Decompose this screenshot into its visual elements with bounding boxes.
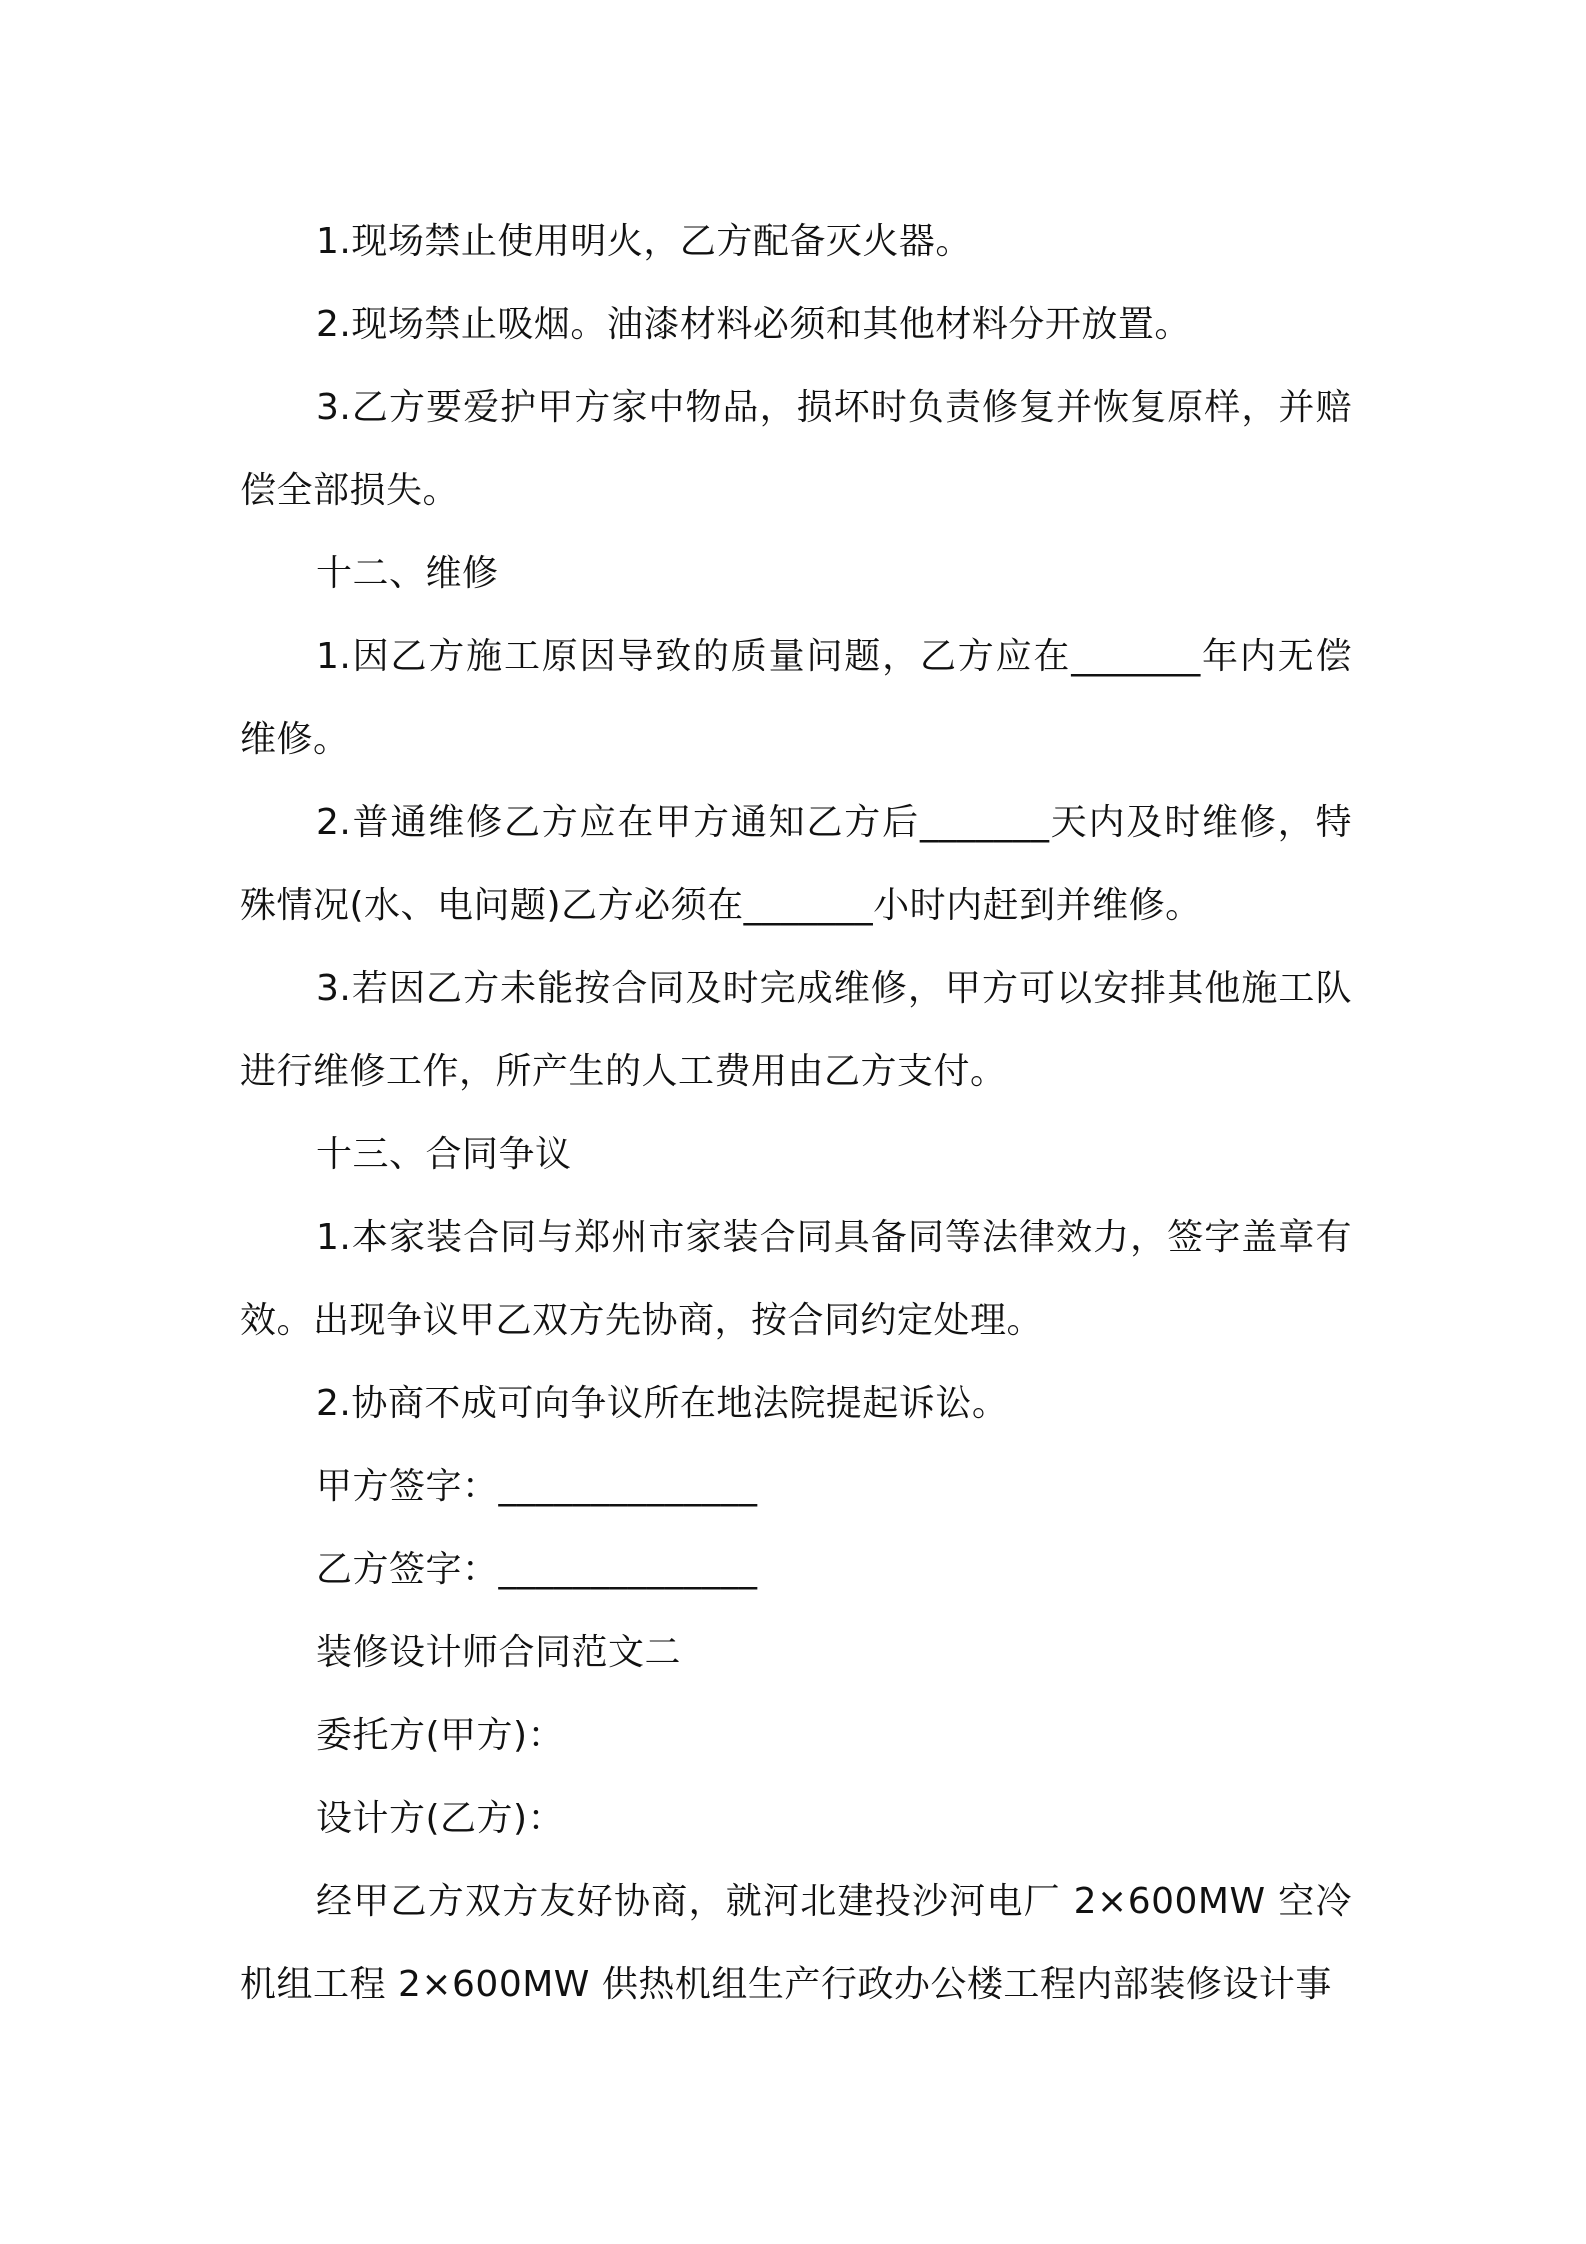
- party-a-signature: 甲方签字：______________: [316, 1466, 758, 1507]
- paragraph-contract-validity: 1.本家装合同与郑州市家装合同具备同等法律效力，签字盖章有效。出现争议甲乙双方先协商，按合同约定处理。: [240, 1217, 1352, 1341]
- section-heading-disputes: 十三、合同争议: [316, 1134, 572, 1175]
- client-party-label: 委托方(甲方)：: [316, 1715, 565, 1756]
- designer-party-label: 设计方(乙方)：: [316, 1798, 565, 1839]
- party-b-signature: 乙方签字：______________: [316, 1549, 758, 1590]
- paragraph-regular-repair: 2.普通维修乙方应在甲方通知乙方后_______天内及时维修，特殊情况(水、电问题)乙方必须在_______小时内赶到并维修。: [240, 802, 1352, 926]
- paragraph-no-smoking: 2.现场禁止吸烟。油漆材料必须和其他材料分开放置。: [316, 304, 1191, 345]
- contract-template-title: 装修设计师合同范文二: [316, 1632, 682, 1673]
- paragraph-warranty-repair: 1.因乙方施工原因导致的质量问题，乙方应在_______年内无偿维修。: [240, 636, 1352, 760]
- paragraph-litigation: 2.协商不成可向争议所在地法院提起诉讼。: [316, 1383, 1009, 1424]
- paragraph-protect-property: 3.乙方要爱护甲方家中物品，损坏时负责修复并恢复原样，并赔偿全部损失。: [240, 387, 1352, 511]
- paragraph-project-description: 经甲乙方双方友好协商，就河北建投沙河电厂 2×600MW 空冷机组工程 2×600MW 供热机组生产行政办公楼工程内部装修设计事: [240, 1881, 1352, 2005]
- paragraph-no-open-fire: 1.现场禁止使用明火，乙方配备灭火器。: [316, 221, 972, 262]
- document-body: [240, 200, 1352, 2026]
- section-heading-maintenance: 十二、维修: [316, 553, 499, 594]
- paragraph-repair-failure: 3.若因乙方未能按合同及时完成维修，甲方可以安排其他施工队进行维修工作，所产生的人工费用由乙方支付。: [240, 968, 1352, 1092]
